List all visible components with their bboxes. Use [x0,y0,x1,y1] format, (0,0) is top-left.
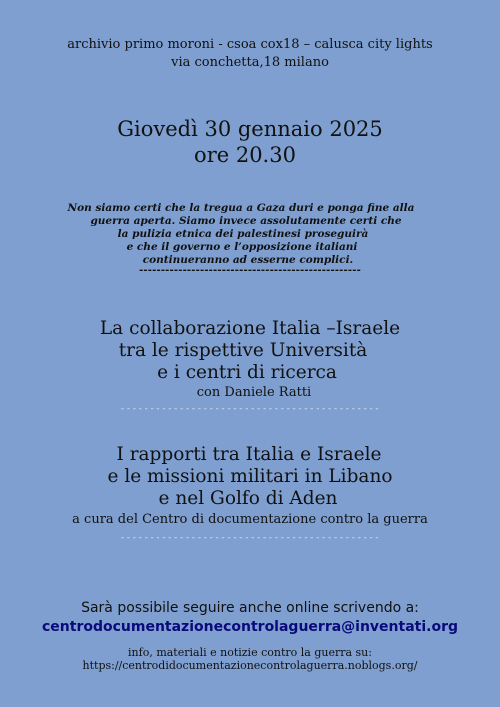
talk2-organizer: a cura del Centro di documentazione contro la guerra [72,512,428,527]
info-block [0,646,500,672]
statement-line: guerra aperta. Siamo invece assolutamente certi che [90,215,402,227]
header [0,36,500,72]
statement-line: e che il governo e l’opposizione italiani [126,241,358,253]
talk1-title-line: La collaborazione Italia –Israele [99,318,401,339]
statement-line: Non siamo certi che la tregua a Gaza duri e ponga fine alla [67,202,415,214]
online-info: Sarà possibile seguire anche online scrivendo a: [81,600,419,616]
talk1-title [0,318,500,384]
header-address: via conchetta,18 milano [171,55,329,70]
talk2-divider: -------------------------------------------- [119,533,381,543]
talk1-speaker: con Daniele Ratti [196,385,312,400]
statement [0,202,500,267]
header-organizers: archivio primo moroni - csoa cox18 – calusca city lights [67,37,433,52]
info-label: info, materiali e notizie contro la guerra su: [128,646,372,659]
statement-line: la pulizia etnica dei palestinesi proseguirà [117,228,369,240]
talk2-title [0,444,500,510]
contact-email[interactable]: centrodocumentazionecontrolaguerra@inventati.org [41,619,459,635]
talk2-title-line: e le missioni militari in Libano [107,466,393,487]
talk2-title-line: e nel Golfo di Aden [158,488,338,509]
event-day: Giovedì 30 gennaio 2025 [117,117,383,141]
talk1-divider: -------------------------------------------- [119,404,381,414]
statement-divider: --------------------------------------------------- [139,265,361,276]
event-time: ore 20.30 [194,143,296,167]
info-url[interactable]: https://centrodidocumentazionecontrolaguerra.noblogs.org/ [82,659,418,672]
talk2-title-line: I rapporti tra Italia e Israele [116,444,382,465]
statement-line: continueranno ad esserne complici. [142,254,354,266]
talk1-title-line: e i centri di ricerca [157,362,337,383]
talk1-title-line: tra le rispettive Università [118,340,368,361]
event-date [0,116,500,168]
